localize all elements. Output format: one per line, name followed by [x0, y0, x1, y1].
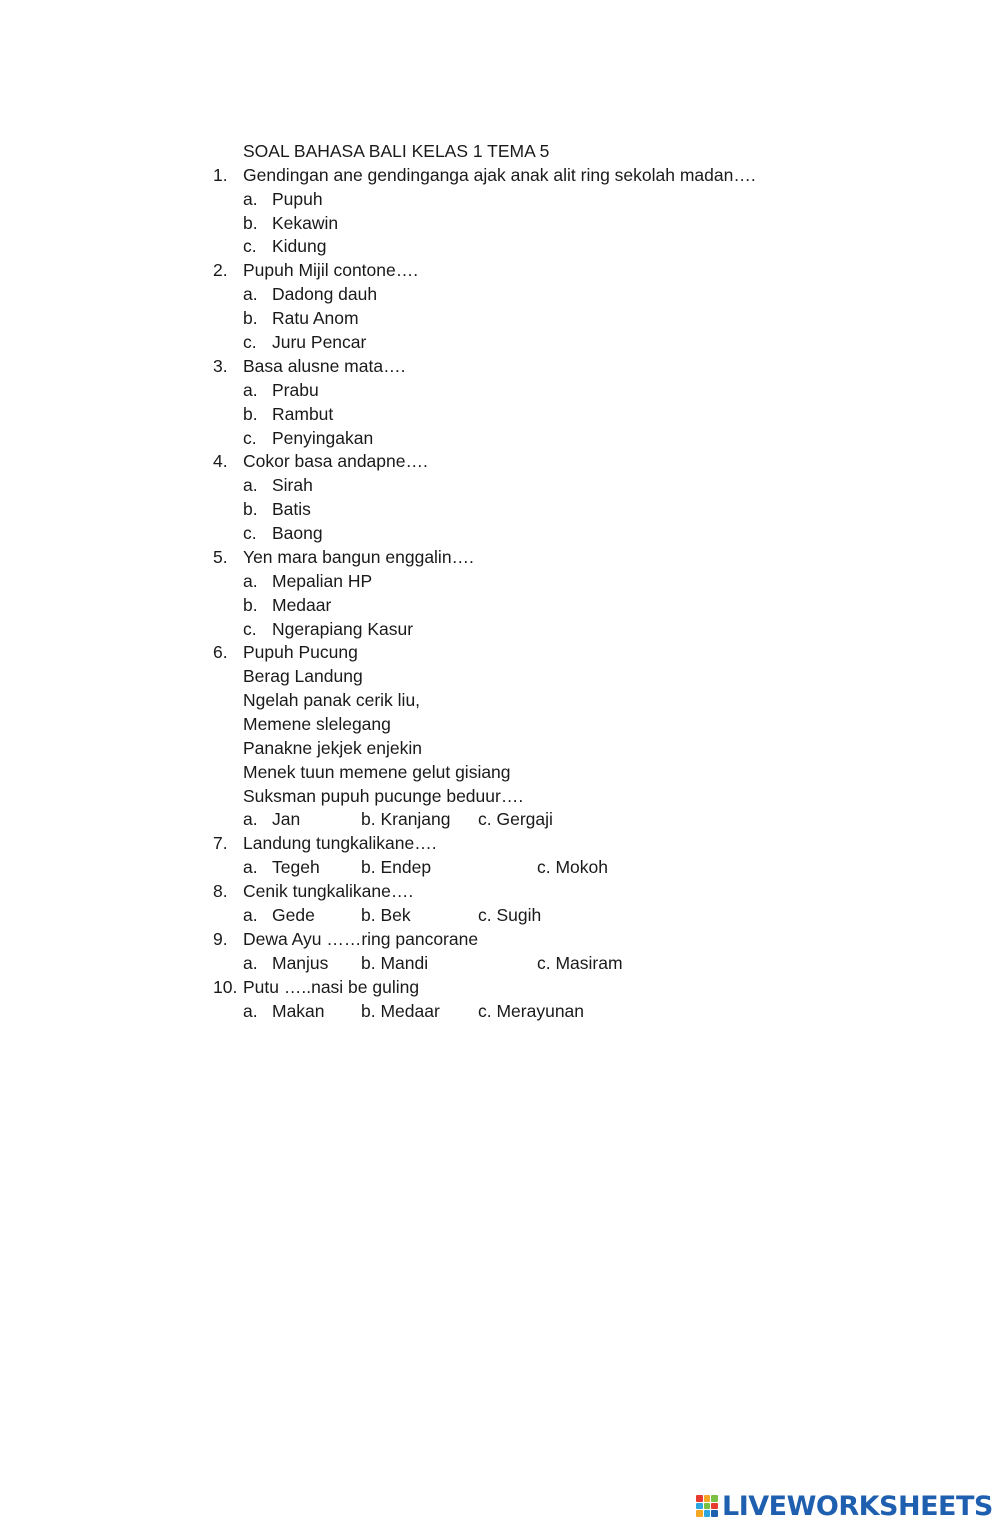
poem-line: Ngelah panak cerik liu, [243, 690, 421, 710]
option-a[interactable]: Tegeh [272, 857, 320, 877]
question-text: Pupuh Pucung [243, 642, 358, 662]
question-text: Pupuh Mijil contone…. [243, 260, 419, 280]
poem-line: Menek tuun memene gelut gisiang [243, 762, 511, 782]
option-letter: b. [243, 404, 258, 424]
option-text[interactable]: Kidung [272, 236, 327, 256]
option-text[interactable]: Ratu Anom [272, 308, 359, 328]
liveworksheets-logo [696, 1490, 993, 1522]
question-text: Basa alusne mata…. [243, 356, 406, 376]
option-letter: a. [243, 857, 258, 877]
option-text[interactable]: Sirah [272, 475, 313, 495]
option-text[interactable]: Rambut [272, 404, 334, 424]
option-text[interactable]: Dadong dauh [272, 284, 378, 304]
worksheet-title: SOAL BAHASA BALI KELAS 1 TEMA 5 [243, 141, 550, 161]
option-letter: a. [243, 571, 258, 591]
option-letter: c. [243, 619, 257, 639]
option-b[interactable]: b. Mandi [361, 953, 429, 973]
logo-text: LIVEWORKSHEETS [722, 1490, 993, 1522]
poem-line: Suksman pupuh pucunge beduur…. [243, 786, 524, 806]
option-a[interactable]: Manjus [272, 953, 329, 973]
option-letter: a. [243, 905, 258, 925]
option-b[interactable]: b. Kranjang [361, 809, 451, 829]
option-text[interactable]: Prabu [272, 380, 319, 400]
option-letter: c. [243, 332, 257, 352]
option-text[interactable]: Pupuh [272, 189, 323, 209]
option-text[interactable]: Kekawin [272, 213, 339, 233]
option-letter: c. [243, 236, 257, 256]
option-letter: a. [243, 809, 258, 829]
option-c[interactable]: c. Gergaji [478, 809, 553, 829]
option-b[interactable]: b. Bek [361, 905, 411, 925]
question-number: 1. [213, 165, 228, 185]
question-number: 3. [213, 356, 228, 376]
option-text[interactable]: Baong [272, 523, 323, 543]
question-text: Landung tungkalikane…. [243, 833, 437, 853]
option-letter: a. [243, 475, 258, 495]
question-number: 7. [213, 833, 228, 853]
option-a[interactable]: Makan [272, 1001, 325, 1021]
option-letter: a. [243, 380, 258, 400]
option-text[interactable]: Medaar [272, 595, 332, 615]
option-letter: b. [243, 308, 258, 328]
option-letter: b. [243, 499, 258, 519]
option-c[interactable]: c. Sugih [478, 905, 542, 925]
question-text: Cenik tungkalikane…. [243, 881, 414, 901]
option-letter: c. [243, 428, 257, 448]
option-c[interactable]: c. Masiram [537, 953, 623, 973]
option-b[interactable]: b. Endep [361, 857, 432, 877]
question-text: Yen mara bangun enggalin…. [243, 547, 474, 567]
option-letter: a. [243, 284, 258, 304]
question-number: 8. [213, 881, 228, 901]
option-text[interactable]: Batis [272, 499, 311, 519]
option-a[interactable]: Jan [272, 809, 301, 829]
option-letter: a. [243, 189, 258, 209]
option-c[interactable]: c. Mokoh [537, 857, 608, 877]
option-text[interactable]: Penyingakan [272, 428, 374, 448]
poem-line: Memene slelegang [243, 714, 391, 734]
question-number: 5. [213, 547, 228, 567]
question-text: Dewa Ayu ……ring pancorane [243, 929, 479, 949]
question-number: 9. [213, 929, 228, 949]
option-text[interactable]: Ngerapiang Kasur [272, 619, 414, 639]
question-number: 10. [213, 977, 238, 997]
question-text: Putu …..nasi be guling [243, 977, 420, 997]
question-number: 4. [213, 451, 228, 471]
option-letter: b. [243, 595, 258, 615]
option-b[interactable]: b. Medaar [361, 1001, 440, 1021]
question-number: 6. [213, 642, 228, 662]
option-a[interactable]: Gede [272, 905, 315, 925]
question-number: 2. [213, 260, 228, 280]
option-letter: a. [243, 1001, 258, 1021]
logo-grid-icon [696, 1495, 718, 1517]
question-text: Gendingan ane gendinganga ajak anak alit ring sekolah madan…. [243, 165, 756, 185]
option-letter: a. [243, 953, 258, 973]
option-c[interactable]: c. Merayunan [478, 1001, 585, 1021]
poem-line: Panakne jekjek enjekin [243, 738, 423, 758]
option-text[interactable]: Mepalian HP [272, 571, 373, 591]
question-text: Cokor basa andapne…. [243, 451, 428, 471]
poem-line: Berag Landung [243, 666, 363, 686]
option-text[interactable]: Juru Pencar [272, 332, 367, 352]
option-letter: b. [243, 213, 258, 233]
option-letter: c. [243, 523, 257, 543]
